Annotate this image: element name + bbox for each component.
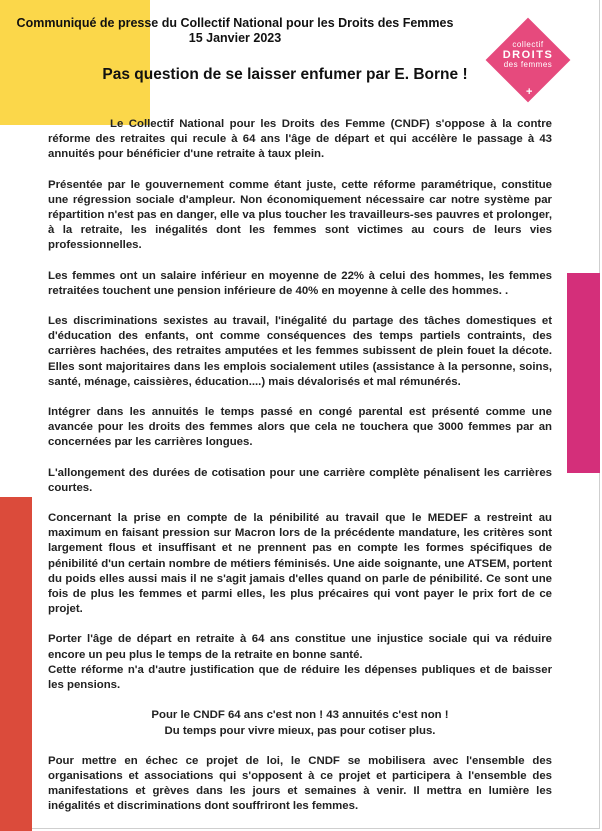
retirement-line: Porter l'âge de départ en retraite à 64 ans constitue une injustice sociale qui va réduire encore un peu plus le temps de la retraite en bonne santé. xyxy=(48,633,552,661)
press-release-date: 15 Janvier 2023 xyxy=(188,31,282,45)
red-decoration xyxy=(0,497,32,831)
retirement-paragraph xyxy=(48,632,552,693)
document-title: Pas question de se laisser enfumer par E. Borne ! xyxy=(102,66,468,83)
document-body xyxy=(48,117,552,830)
cndf-logo xyxy=(486,18,570,102)
paragraph: Les femmes ont un salaire inférieur en moyenne de 22% à celui des hommes, les femmes retraitées touchent une pension inférieure de 40% en moyenne à celle des hommes. . xyxy=(48,269,552,297)
paragraph: Intégrer dans les annuités le temps passé en congé parental est présenté comme une avancée pour les droits des femmes alors que cela ne touchera que 3000 femmes par an concernées par les carrières longues. xyxy=(48,406,552,449)
closing-paragraph: Pour mettre en échec ce projet de loi, le CNDF se mobilisera avec l'ensemble des organisations et associations qui s'opposent à ce projet et participera à l'ensemble des manifestations et grèves dans les jours et semaines à venir. Il mettra en lumière les inégalités et discriminations dont souffriront les femmes. xyxy=(48,754,552,813)
logo-text-middle: DROITS xyxy=(502,49,554,61)
paragraph: Le Collectif National pour les Droits des Femme (CNDF) s'oppose à la contre réforme des retraites qui recule à 64 ans l'âge de départ et qui accélère le passage à 43 annuités pour bénéficier d'une retraite à taux plein. xyxy=(48,118,552,161)
paragraph: Concernant la prise en compte de la pénibilité au travail que le MEDEF a restreint au maximum en faisant pression sur Macron lors de la précédente mandature, les critères sont largement flous et insuffisant et ne prennent pas en compte les formes spécifiques de pénibilité d'un certain nombre de métiers féminisés. Une aide soignante, une ATSEM, portent du poids elles aussi mais il ne s'agit jamais d'elles quand on parle de pénibilité. Ce sont une fois de plus les femmes et parmi elles, les plus précaires qui vont payer le prix fort de ce projet. xyxy=(48,512,552,616)
paragraph: Présentée par le gouvernement comme étant juste, cette réforme paramétrique, constitue une régression sociale d'ampleur. Non économiquement nécessaire car notre système par répartition n'est pas en danger, elle va plus toucher les travailleurs-ses pauvres et prolonger, à la retraite, les inégalités dont les femmes sont victimes au cours de leurs vies professionnelles. xyxy=(48,178,552,252)
paragraph: L'allongement des durées de cotisation pour une carrière complète pénalisent les carrières courtes. xyxy=(48,466,552,494)
slogan-line: Pour le CNDF 64 ans c'est non ! 43 annuités c'est non ! xyxy=(151,709,449,722)
paragraph: Les discriminations sexistes au travail, l'inégalité du partage des tâches domestiques et d'éducation des enfants, ont comme conséquences des temps partiels contraints, des carrières hachées, des retraites amputées et les femmes subissent de plein fouet la décote. Elles sont majoritaires dans les emplois socialement utiles (assistance à la personne, soins, santé, ménage, caissières, éducation....) mais dévalorisés et mal rémunérés. xyxy=(48,315,552,388)
logo-text-top: collectif xyxy=(512,40,544,49)
slogan xyxy=(48,708,552,738)
magenta-decoration xyxy=(567,273,600,473)
slogan-line: Du temps pour vivre mieux, pas pour cotiser plus. xyxy=(164,724,436,737)
press-release-heading: Communiqué de presse du Collectif National pour les Droits des Femmes xyxy=(16,16,454,30)
logo-text-bottom: des femmes xyxy=(503,60,553,69)
retirement-line: Cette réforme n'a d'autre justification que de réduire les dépenses publiques et de baisser les pensions. xyxy=(48,663,552,692)
logo-plus-icon: + xyxy=(526,86,533,98)
